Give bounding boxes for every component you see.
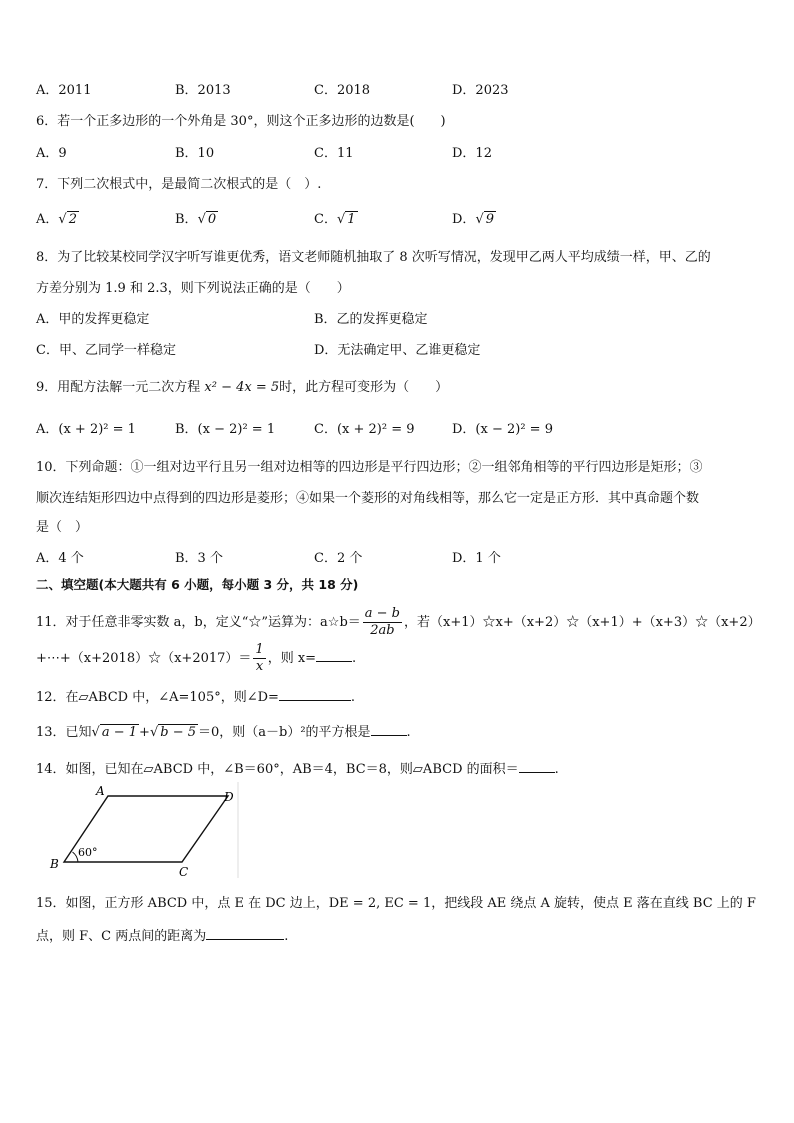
q14-text: 14．如图，已知在▱ABCD 中，∠B＝60°，AB＝4，BC＝8，则▱ABCD 的面积＝ (36, 762, 519, 777)
q10-option-d: D．1 个 (452, 551, 501, 566)
q9-stem (36, 379, 448, 397)
q6-option-d: D．12 (452, 146, 492, 161)
q11-line1 (36, 606, 761, 639)
sqrt-symbol: √ 0 (197, 212, 217, 227)
q7-option-b-label: B． (175, 212, 198, 227)
q12-text: 12．在▱ABCD 中，∠A=105°，则∠D= (36, 690, 279, 705)
q7-option-c-label: C． (314, 212, 337, 227)
q11-post: ，若（x+1）☆x+（x+2）☆（x+1）+（x+3）☆（x+2） (404, 615, 761, 630)
q12-stem (36, 687, 355, 707)
q10-stem-line2: 顺次连结矩形四边中点得到的四边形是菱形；④如果一个菱形的对角线相等，那么它一定是正方形．其中真命题个数 (36, 491, 700, 506)
q15-line2-text: 点，则 F、C 两点间的距离为 (36, 929, 207, 944)
q11-pre: 11．对于任意非零实数 a，b，定义“☆”运算为：a☆b＝ (36, 615, 361, 630)
q6-option-c: C．11 (314, 146, 354, 161)
section-title-fill-in: 二、填空题(本大题共有 6 小题，每小题 3 分，共 18 分) (36, 577, 359, 592)
q10-stem-line3: 是（ ） (36, 520, 89, 535)
q13-plus: + (139, 725, 150, 740)
vertex-label-b: B (50, 857, 59, 871)
q7-option-b-radicand: 0 (207, 212, 217, 227)
q10-option-b: B．3 个 (175, 551, 223, 566)
q15-stem-line1: 15．如图，正方形 ABCD 中，点 E 在 DC 边上，DE = 2, EC = 1，把线段 AE 绕点 A 旋转，使点 E 落在直线 BC 上的 F (36, 896, 756, 911)
q10-option-c: C．2 个 (314, 551, 363, 566)
q6-stem: 6．若一个正多边形的一个外角是 30°，则这个正多边形的边数是( ) (36, 114, 446, 129)
q7-stem: 7．下列二次根式中，是最简二次根式的是（ ）. (36, 177, 322, 192)
q7-option-d-label: D． (452, 212, 476, 227)
q11-line2-post: ，则 x= (267, 651, 317, 666)
q11-line2-pre: +⋯+（x+2018）☆（x+2017）＝ (36, 651, 252, 666)
vertex-label-d: D (224, 790, 234, 804)
q11-fraction-numerator: a − b (364, 606, 400, 621)
q13-end: . (406, 725, 411, 740)
q14-stem (36, 759, 559, 779)
parallelogram-figure (46, 782, 242, 880)
q11-line2 (36, 642, 356, 675)
q9-equation: x² − 4x = 5 (204, 380, 280, 395)
q8-option-b: B．乙的发挥更稳定 (314, 312, 428, 327)
q11-end: . (352, 651, 357, 666)
q14-end: . (554, 762, 559, 777)
q5-option-d: D．2023 (452, 83, 509, 98)
q11-fraction-2-numerator: 1 (255, 642, 264, 657)
q13-pre: 13．已知 (36, 725, 92, 740)
q9-stem-pre: 9．用配方法解一元二次方程 (36, 380, 205, 395)
q10-option-a: A．4 个 (36, 551, 84, 566)
q15-answer-blank[interactable] (206, 926, 284, 940)
sqrt-symbol: √ 2 (58, 212, 77, 227)
q11-fraction-2-denominator: x (255, 659, 264, 674)
q13-radicand-2: b − 5 (160, 725, 196, 740)
q12-end: . (350, 690, 356, 705)
q7-option-a-radicand: 2 (68, 212, 77, 227)
q7-option-a-label: A． (36, 212, 59, 227)
sqrt-symbol: √ 1 (336, 212, 356, 227)
q13-radicand-1: a − 1 (101, 725, 138, 740)
q8-stem-line2: 方差分别为 1.9 和 2.3，则下列说法正确的是（ ） (36, 281, 350, 296)
q7-option-d (452, 211, 496, 229)
q11-fraction-denominator: 2ab (370, 623, 395, 638)
q13-answer-blank[interactable] (371, 722, 407, 736)
q8-option-d: D．无法确定甲、乙谁更稳定 (314, 343, 481, 358)
q7-option-c (314, 211, 358, 229)
q9-option-c: C．(x + 2)² = 9 (314, 422, 415, 437)
q6-option-a: A．9 (36, 146, 67, 161)
q9-option-d: D．(x − 2)² = 9 (452, 422, 553, 437)
q5-option-a: A．2011 (36, 83, 92, 98)
q12-answer-blank[interactable] (279, 687, 351, 701)
q11-answer-blank[interactable] (316, 648, 352, 662)
q7-option-a (36, 211, 79, 229)
q10-stem-line1: 10．下列命题：①一组对边平行且另一组对边相等的四边形是平行四边形；②一组邻角相等的平行四边形是矩形；③ (36, 460, 703, 475)
q14-answer-blank[interactable] (519, 759, 555, 773)
sqrt-symbol: √ b − 5 (149, 725, 196, 740)
vertex-label-a: A (96, 784, 105, 798)
q13-stem (36, 722, 411, 742)
q11-fraction-2 (253, 642, 265, 675)
q6-option-b: B．10 (175, 146, 215, 161)
vertex-label-c: C (179, 865, 189, 879)
q11-fraction (363, 606, 402, 639)
sqrt-symbol: √ 9 (475, 212, 495, 227)
q8-stem-line1: 8．为了比较某校同学汉字听写谁更优秀，语文老师随机抽取了 8 次听写情况，发现甲乙两人平均成绩一样，甲、乙的 (36, 250, 711, 265)
angle-label: 60° (78, 846, 98, 859)
q7-option-b (175, 211, 218, 229)
q7-option-c-radicand: 1 (347, 212, 356, 227)
q8-option-c: C．甲、乙同学一样稳定 (36, 343, 176, 358)
q9-stem-post: 时，此方程可变形为（ ） (279, 380, 449, 395)
q13-post: ＝0，则（a－b）²的平方根是 (197, 725, 371, 740)
sqrt-symbol: √ a − 1 (91, 725, 138, 740)
q9-option-b: B．(x − 2)² = 1 (175, 422, 276, 437)
q5-option-b: B．2013 (175, 83, 231, 98)
q8-option-a: A．甲的发挥更稳定 (36, 312, 150, 327)
q15-end: . (284, 929, 289, 944)
q9-option-a: A．(x + 2)² = 1 (36, 422, 136, 437)
q7-option-d-radicand: 9 (485, 212, 495, 227)
q15-stem-line2 (36, 926, 288, 946)
q5-option-c: C．2018 (314, 83, 371, 98)
